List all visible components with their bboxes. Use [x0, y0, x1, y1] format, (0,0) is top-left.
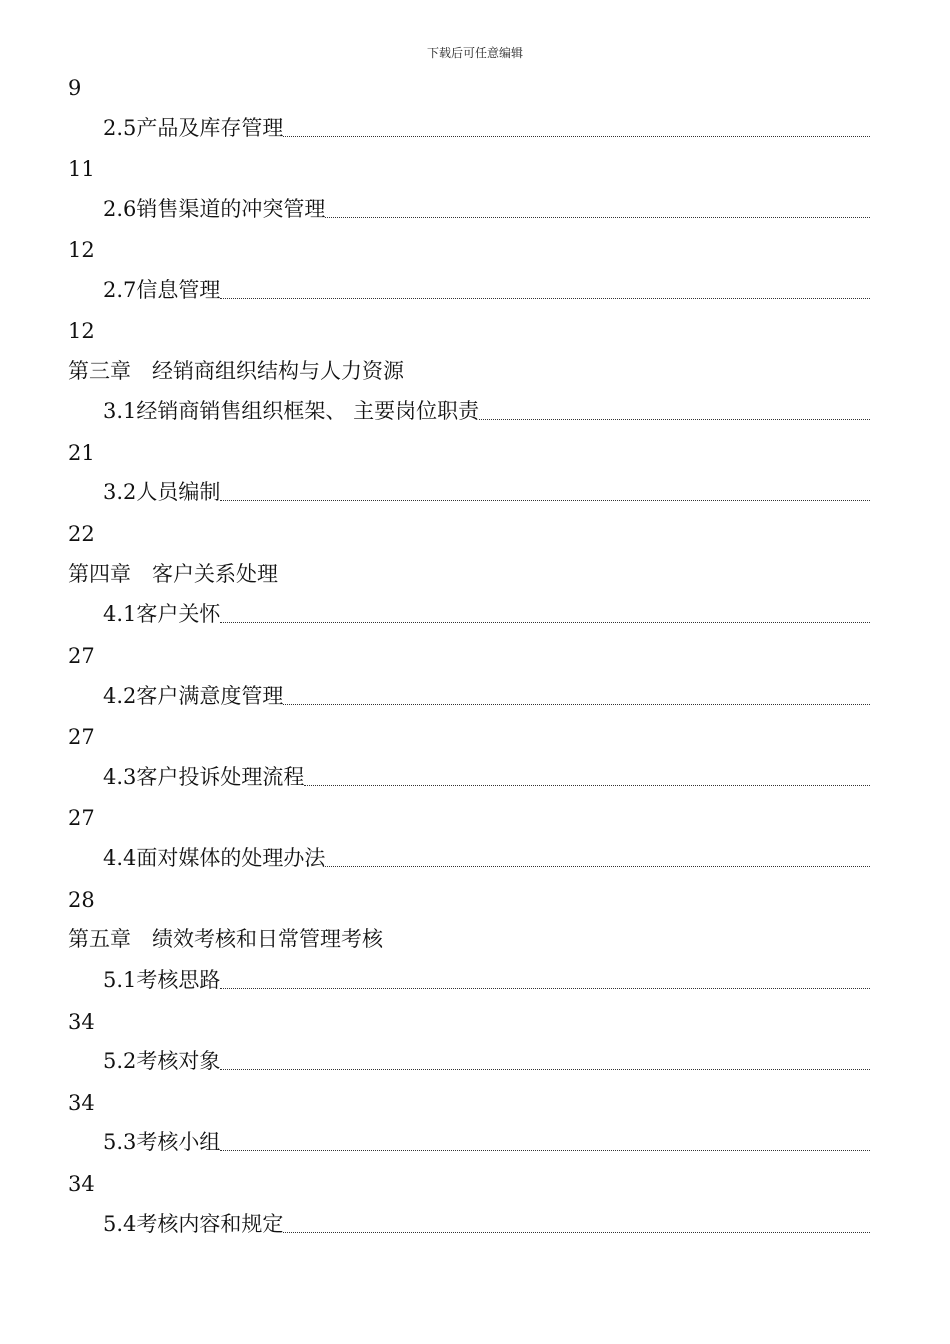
toc-page-number: 34: [68, 1010, 95, 1034]
toc-entry[interactable]: [103, 1210, 870, 1236]
toc-entry-label: 5.2考核对象: [103, 1049, 221, 1073]
toc-page-number: 28: [68, 888, 95, 912]
toc-entry[interactable]: [103, 1047, 870, 1073]
toc-page-number: 21: [68, 441, 95, 465]
toc-entry[interactable]: [103, 397, 870, 423]
toc-entry-label: 2.7信息管理: [103, 278, 221, 302]
toc-entry-label: 5.4考核内容和规定: [103, 1212, 284, 1236]
toc-page-number: 27: [68, 806, 95, 830]
chapter-heading[interactable]: 第五章 绩效考核和日常管理考核: [68, 927, 383, 951]
toc-leader-dots: [325, 865, 870, 867]
toc-leader-dots: [283, 1231, 870, 1233]
toc-page-number: 12: [68, 319, 95, 343]
toc-entry-label: 4.4面对媒体的处理办法: [103, 846, 326, 870]
toc-entry-label: 5.1考核思路: [103, 968, 221, 992]
toc-entry[interactable]: [103, 478, 870, 504]
toc-leader-dots: [304, 784, 870, 786]
toc-entry[interactable]: [103, 966, 870, 992]
toc-page-number: 12: [68, 238, 95, 262]
toc-entry[interactable]: [103, 1128, 870, 1154]
toc-entry-label: 3.1经销商销售组织框架、 主要岗位职责: [103, 399, 480, 423]
toc-entry[interactable]: [103, 844, 870, 870]
toc-leader-dots: [220, 1068, 870, 1070]
chapter-heading[interactable]: 第四章 客户关系处理: [68, 562, 278, 586]
toc-entry-label: 5.3考核小组: [103, 1130, 221, 1154]
toc-leader-dots: [220, 1149, 870, 1151]
toc-entry[interactable]: [103, 682, 870, 708]
toc-page-number: 34: [68, 1172, 95, 1196]
toc-entry[interactable]: [103, 600, 870, 626]
toc-entry-label: 2.5产品及库存管理: [103, 116, 284, 140]
toc-leader-dots: [220, 987, 870, 989]
toc-page-number: 27: [68, 725, 95, 749]
toc-entry[interactable]: [103, 195, 870, 221]
toc-page-number: 11: [68, 157, 95, 181]
toc-entry[interactable]: [103, 114, 870, 140]
toc-leader-dots: [325, 216, 870, 218]
toc-entry-label: 2.6销售渠道的冲突管理: [103, 197, 326, 221]
toc-leader-dots: [220, 499, 870, 501]
toc-entry-label: 3.2人员编制: [103, 480, 221, 504]
toc-leader-dots: [283, 135, 870, 137]
toc-leader-dots: [220, 297, 870, 299]
toc-entry-label: 4.3客户投诉处理流程: [103, 765, 305, 789]
toc-entry-label: 4.1客户关怀: [103, 602, 221, 626]
toc-entry-label: 4.2客户满意度管理: [103, 684, 284, 708]
toc-leader-dots: [220, 621, 870, 623]
toc-page-number: 22: [68, 522, 95, 546]
chapter-heading[interactable]: 第三章 经销商组织结构与人力资源: [68, 359, 404, 383]
page-header: 下载后可任意编辑: [426, 46, 523, 60]
toc-page-number: 34: [68, 1091, 95, 1115]
toc-entry[interactable]: [103, 763, 870, 789]
toc-page-number: 27: [68, 644, 95, 668]
toc-leader-dots: [479, 418, 870, 420]
toc-entry[interactable]: [103, 276, 870, 302]
toc-page-number: 9: [68, 76, 82, 100]
toc-leader-dots: [283, 703, 870, 705]
